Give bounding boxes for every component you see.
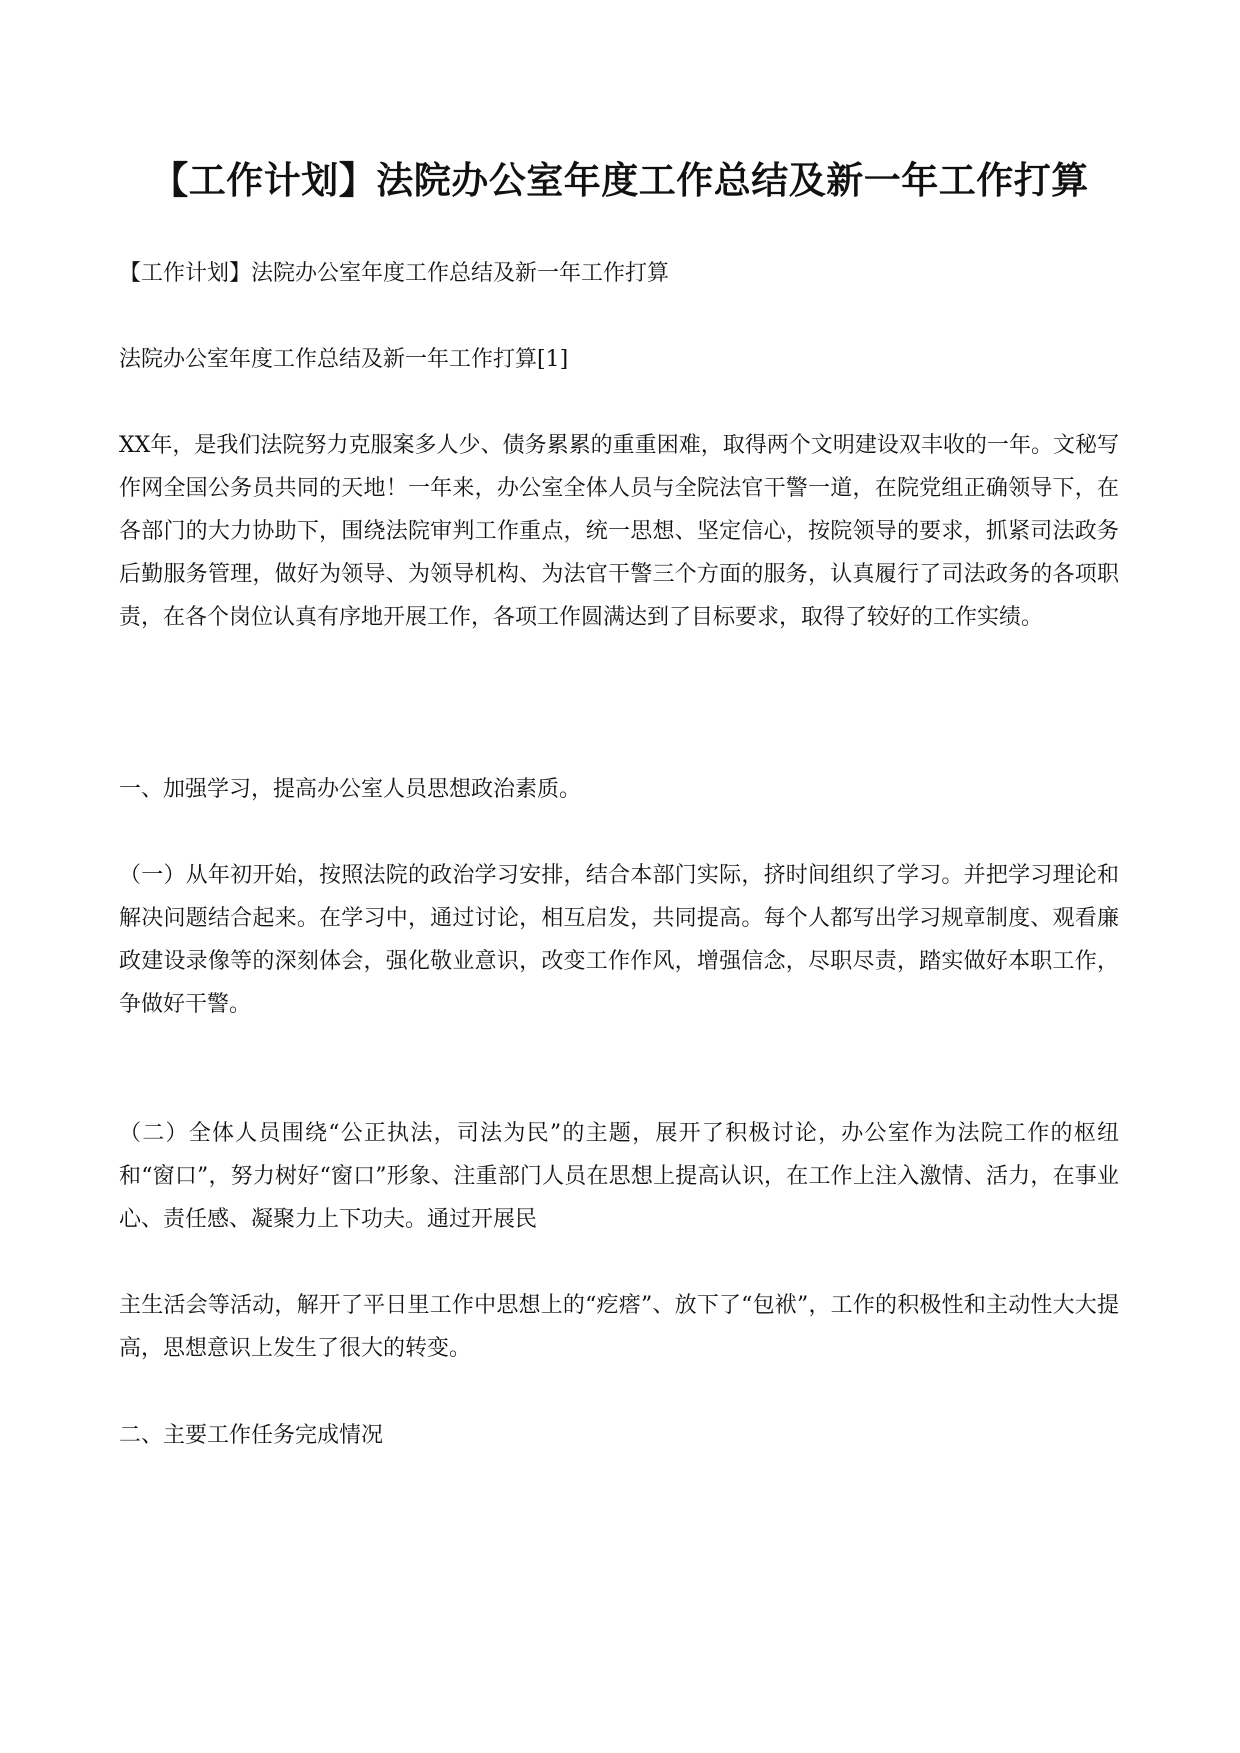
section-one-heading: 一、加强学习，提高办公室人员思想政治素质。 xyxy=(119,777,582,802)
subsection-two-paragraph: （二）全体人员围绕“公正执法，司法为民”的主题，展开了积极讨论，办公室作为法院工作的枢纽和“窗口”，努力树好“窗口”形象、注重部门人员在思想上提高认识，在工作上注入激情、活力，在事业心、责任感、凝聚力上下功夫。通过开展民 xyxy=(119,1121,1119,1232)
section-heading-paragraph: 法院办公室年度工作总结及新一年工作打算[1] xyxy=(119,347,569,372)
intro-paragraph: XX年，是我们法院努力克服案多人少、债务累累的重重困难，取得两个文明建设双丰收的一年。文秘写作网全国公务员共同的天地！一年来，办公室全体人员与全院法官干警一道，在院党组正确领导下，在各部门的大力协助下，围绕法院审判工作重点，统一思想、坚定信心，按院领导的要求，抓紧司法政务后勤服务管理，做好为领导、为领导机构、为法官干警三个方面的服务，认真履行了司法政务的各项职责，在各个岗位认真有序地开展工作，各项工作圆满达到了目标要求，取得了较好的工作实绩。 xyxy=(119,433,1119,630)
continuation-paragraph: 主生活会等活动，解开了平日里工作中思想上的“疙瘩”、放下了“包袱”，工作的积极性和主动性大大提高，思想意识上发生了很大的转变。 xyxy=(119,1293,1119,1361)
subsection-one-paragraph: （一）从年初开始，按照法院的政治学习安排，结合本部门实际，挤时间组织了学习。并把学习理论和解决问题结合起来。在学习中，通过讨论，相互启发，共同提高。每个人都写出学习规章制度、观看廉政建设录像等的深刻体会，强化敬业意识，改变工作作风，增强信念，尽职尽责，踏实做好本职工作，争做好干警。 xyxy=(119,863,1119,1017)
section-two-heading: 二、主要工作任务完成情况 xyxy=(119,1423,384,1448)
subtitle-paragraph: 【工作计划】法院办公室年度工作总结及新一年工作打算 xyxy=(119,261,670,286)
document-title: 【工作计划】法院办公室年度工作总结及新一年工作打算 xyxy=(151,158,1089,202)
